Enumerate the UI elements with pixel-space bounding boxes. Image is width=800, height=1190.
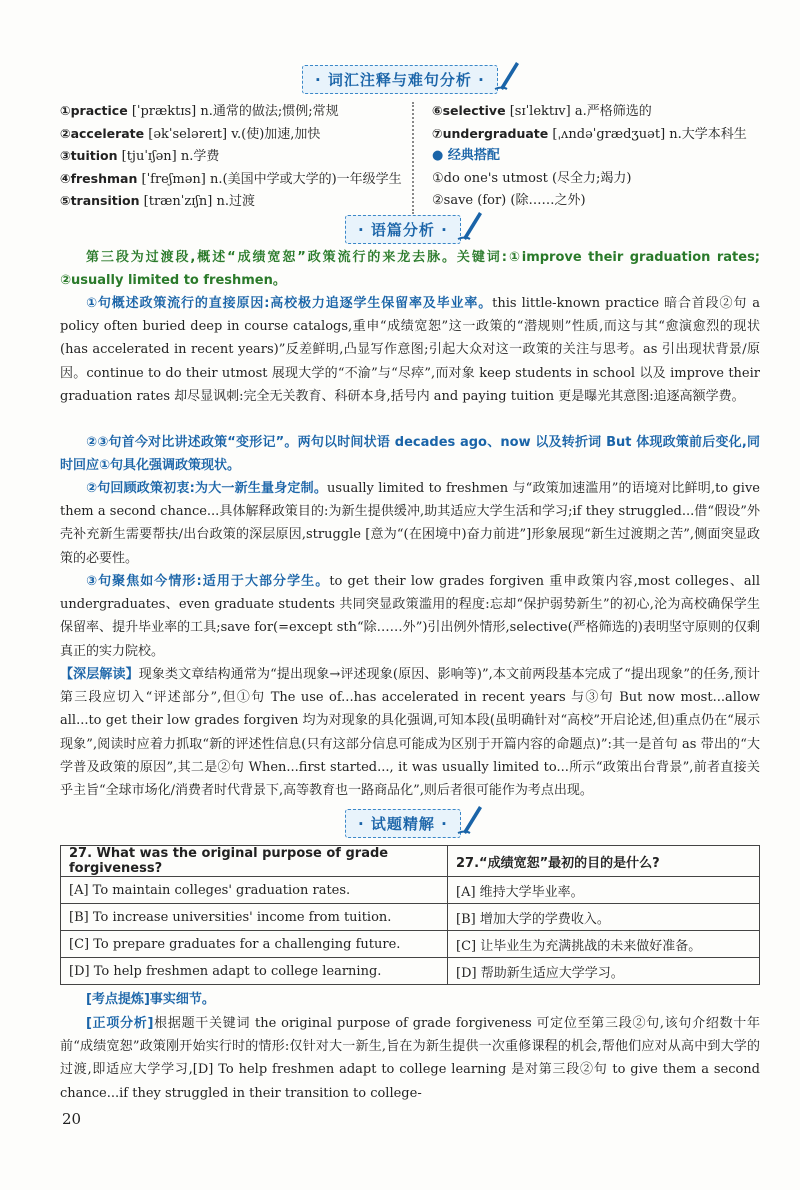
vocab-item: ⑥selective [sɪˈlektɪv] a.严格筛选的 <box>432 103 652 119</box>
question-table <box>60 845 760 985</box>
section-banner-discourse <box>345 214 485 244</box>
vocab-item: ⑤transition [trænˈzɪʃn] n.过渡 <box>60 193 255 209</box>
collocation-item: ①do one's utmost (尽全力;竭力) <box>432 170 632 186</box>
vocab-left <box>60 100 402 213</box>
table-row <box>61 958 760 985</box>
analysis-paragraph: ①句概述政策流行的直接原因:高校极力追逐学生保留率及毕业率。this little-known practice 暗合首段②句 a policy often buried deep in course catalogs,重申“成绩宽恕”这一政策的“潜规则”性质,而这与其“愈演愈烈的现状(has accelerated in recent years)”反差鲜明,凸显写作意图;引起大众对这一政策的关注与思考。as 引出现状背景/原因。continue to do their utmost 展现大学的“不渝”与“尽瘁”,而对象 keep students in school 以及 improve their graduation rates 却尽显讽刺:完全无关教育、科研本身,括号内 and paying tuition 更是曝光其意图:追逐高额学费。 <box>60 296 760 404</box>
pen-icon <box>492 58 522 92</box>
test-point: [考点提炼]事实细节。 <box>86 992 215 1007</box>
analysis-paragraph: ③句聚焦如今情形:适用于大部分学生。to get their low grades forgiven 重申政策内容,most colleges、all undergraduates、even graduate students 共同突显政策滥用的程度:忘却“保护弱势新生”的初心,沦为高校确保学生保留率、提升毕业率的工具;save for(=except sth“除……外”)引出例外情形,selective(严格筛选的)表明坚守原则的仅剩真正的实力院校。 <box>60 574 760 659</box>
section-banner-vocab <box>302 64 522 94</box>
option-cn: [C] 让毕业生为充满挑战的未来做好准备。 <box>448 931 760 958</box>
vocab-item: ⑦undergraduate [ˌʌndəˈgrædʒuət] n.大学本科生 <box>432 125 747 142</box>
vocab-item: ②accelerate [əkˈseləreɪt] v.(使)加速,加快 <box>60 125 321 142</box>
section-title: · 语篇分析 · <box>345 215 461 244</box>
option-en: [B] To increase universities' income from tuition. <box>61 904 448 931</box>
question-en: 27. What was the original purpose of grade forgiveness? <box>61 846 448 877</box>
option-cn: [D] 帮助新生适应大学学习。 <box>448 958 760 985</box>
vocab-item: ①practice [ˈpræktɪs] n.通常的做法;惯例;常规 <box>60 103 339 119</box>
option-cn: [A] 维持大学毕业率。 <box>448 877 760 904</box>
section-title: · 试题精解 · <box>345 809 461 838</box>
answer-analysis: [正项分析]根据题干关键词 the original purpose of grade forgiveness 可定位至第三段②句,该句介绍数十年前“成绩宽恕”政策刚开始实行时的情形:仅针对大一新生,旨在为新生提供一次重修课程的机会,帮他们应对从高中到大学的过渡,即适应大学学习,[D] To help freshmen adapt to college learning 是对第三段②句 to give them a second chance...if they struggled in their transition to college- <box>60 1016 760 1101</box>
page-number: 20 <box>62 1110 82 1128</box>
question-cn: 27.“成绩宽恕”最初的目的是什么? <box>448 846 760 877</box>
table-row <box>61 904 760 931</box>
option-en: [D] To help freshmen adapt to college learning. <box>61 958 448 985</box>
option-cn: [B] 增加大学的学费收入。 <box>448 904 760 931</box>
pen-icon <box>455 802 485 836</box>
analysis-paragraph: ②句回顾政策初衷:为大一新生量身定制。usually limited to freshmen 与“政策加速滥用”的语境对比鲜明,to give them a second chance...具体解释政策目的:为新生提供缓冲,助其适应大学生活和学习;if they struggled...借“假设”外壳补充新生需要帮扶/出台政策的深层原因,struggle [意为“(在困境中)奋力前进”]形象展现“新生过渡期之苦”,侧面突显政策的必要性。 <box>60 481 760 566</box>
option-en: [C] To prepare graduates for a challenging future. <box>61 931 448 958</box>
pen-icon <box>455 208 485 242</box>
section-title: · 词汇注释与难句分析 · <box>302 65 498 94</box>
option-en: [A] To maintain colleges' graduation rates. <box>61 877 448 904</box>
table-row <box>61 931 760 958</box>
table-row <box>61 846 760 877</box>
table-row <box>61 877 760 904</box>
vocab-item: ④freshman [ˈfreʃmən] n.(美国中学或大学的)一年级学生 <box>60 170 402 187</box>
analysis-paragraph: ②③句首今对比讲述政策“变形记”。两句以时间状语 decades ago、now 以及转折词 But 体现政策前后变化,同时回应①句具化强调政策现状。 <box>60 435 760 474</box>
vocab-item: ③tuition [tjuˈɪʃən] n.学费 <box>60 148 220 164</box>
column-divider <box>412 102 424 214</box>
collocation-heading: ● 经典搭配 <box>432 148 500 163</box>
collocation-item: ②save (for) (除……之外) <box>432 193 586 208</box>
section-banner-questions <box>345 808 485 838</box>
analysis-intro: 第三段为过渡段,概述“成绩宽恕”政策流行的来龙去脉。关键词:①improve their graduation rates; ②usually limited to freshmen。 <box>60 250 760 289</box>
deep-reading: 【深层解读】现象类文章结构通常为“提出现象→评述现象(原因、影响等)”,本文前两段基本完成了“提出现象”的任务,预计第三段应切入“评述部分”,但①句 The use of...has accelerated in recent years 与③句 But now most...allow all...to get their low grades forgiven 均为对现象的具化强调,可知本段(虽明确针对“高校”开启论述,但)重点仍在“展示现象”,阅读时应着力抓取“新的评述性信息(只有这部分信息可能成为区别于开篇内容的命题点)”:其一是首句 as 带出的“大学普及政策的原因”,其二是②句 When...first started..., it was usually limited to...所示“政策出台背景”,前者直接关乎主旨“全球市场化/消费者时代背景下,高等教育也一路商品化”,则后者很可能作为考点出现。 <box>60 667 760 799</box>
vocab-right <box>432 100 747 213</box>
